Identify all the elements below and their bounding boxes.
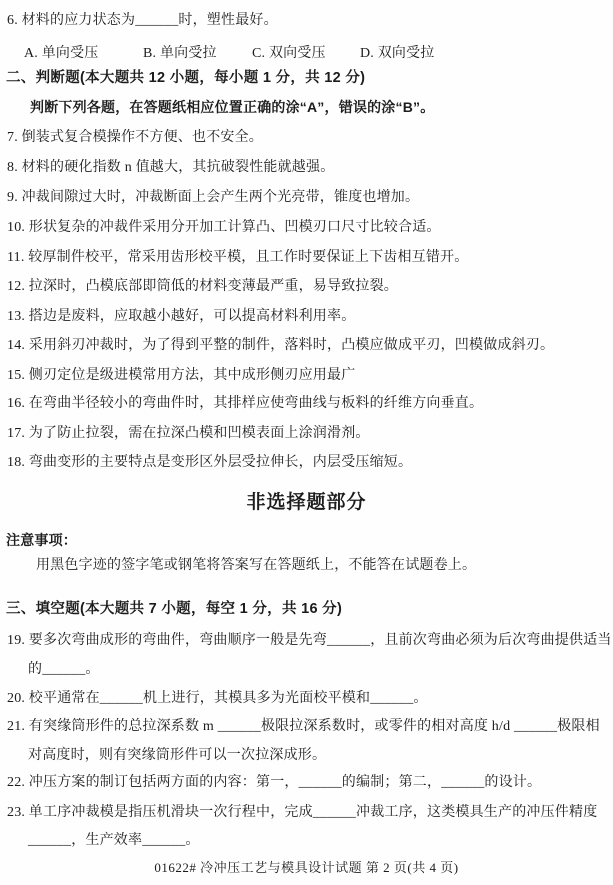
fill-item-19-line-1: 19. 要多次弯曲成形的弯曲件，弯曲顺序一般是先弯______，且前次弯曲必须为后次弯曲提供适当	[7, 633, 612, 648]
page-footer: 01622# 冷冲压工艺与模具设计试题 第 2 页(共 4 页)	[154, 860, 459, 875]
question-6-text: 6. 材料的应力状态为______时，塑性最好。	[7, 13, 278, 28]
option-d: D. 双向受拉	[360, 46, 435, 61]
judge-item-13: 13. 搭边是废料，应取越小越好，可以提高材料利用率。	[7, 309, 356, 324]
option-a: A. 单向受压	[24, 46, 99, 61]
judge-item-14: 14. 采用斜刃冲裁时，为了得到平整的制件，落料时，凸模应做成平刃，凹模做成斜刃。	[7, 338, 555, 353]
fill-section-heading: 三、填空题(本大题共 7 小题，每空 1 分，共 16 分)	[6, 601, 343, 617]
notes-label: 注意事项：	[6, 532, 77, 548]
judge-item-8: 8. 材料的硬化指数 n 值越大，其抗破裂性能就越强。	[7, 160, 335, 175]
judge-item-11: 11. 较厚制件校平，常采用齿形校平模，且工作时要保证上下齿相互错开。	[7, 250, 469, 265]
fill-item-22: 22. 冲压方案的制订包括两方面的内容：第一，______的编制；第二，______的设计。	[7, 775, 542, 790]
judge-item-16: 16. 在弯曲半径较小的弯曲件时，其排样应使弯曲线与板料的纤维方向垂直。	[7, 396, 484, 411]
fill-item-20: 20. 校平通常在______机上进行，其模具多为光面校平模和______。	[7, 691, 428, 706]
non-choice-section-title: 非选择题部分	[246, 492, 367, 513]
judge-section-heading: 二、判断题(本大题共 12 小题，每小题 1 分，共 12 分)	[6, 70, 366, 86]
judge-item-10: 10. 形状复杂的冲裁件采用分开加工计算凸、凹模刃口尺寸比较合适。	[7, 220, 441, 235]
fill-item-23-line-2: ______，生产效率______。	[28, 833, 200, 848]
judge-item-18: 18. 弯曲变形的主要特点是变形区外层受拉伸长，内层受压缩短。	[7, 455, 413, 470]
judge-item-7: 7. 倒装式复合模操作不方便、也不安全。	[7, 130, 263, 145]
option-b: B. 单向受拉	[143, 46, 217, 61]
judge-item-17: 17. 为了防止拉裂，需在拉深凸模和凹模表面上涂润滑剂。	[7, 426, 370, 441]
fill-item-21-line-2: 对高度时，则有突缘筒形件可以一次拉深成形。	[28, 748, 327, 763]
fill-item-19-line-2: 的______。	[28, 662, 100, 677]
notes-text: 用黑色字迹的签字笔或钢笔将答案写在答题纸上，不能答在试题卷上。	[36, 558, 477, 573]
fill-item-23-line-1: 23. 单工序冲裁模是指压机滑块一次行程中，完成______冲裁工序，这类模具生产的冲压件精度	[7, 805, 598, 820]
fill-item-21-line-1: 21. 有突缘筒形件的总拉深系数 m ______极限拉深系数时，或零件的相对高度 h/d ______极限相	[7, 719, 600, 734]
option-c: C. 双向受压	[252, 46, 326, 61]
question-6-options	[0, 42, 613, 62]
judge-item-12: 12. 拉深时，凸模底部即筒低的材料变薄最严重，易导致拉裂。	[7, 279, 398, 294]
judge-section-instruction: 判断下列各题，在答题纸相应位置正确的涂“A”，错误的涂“B”。	[30, 99, 435, 115]
judge-item-9: 9. 冲裁间隙过大时，冲裁断面上会产生两个光亮带，锥度也增加。	[7, 190, 420, 205]
judge-item-15: 15. 侧刃定位是级进模常用方法，其中成形侧刃应用最广	[7, 368, 356, 383]
